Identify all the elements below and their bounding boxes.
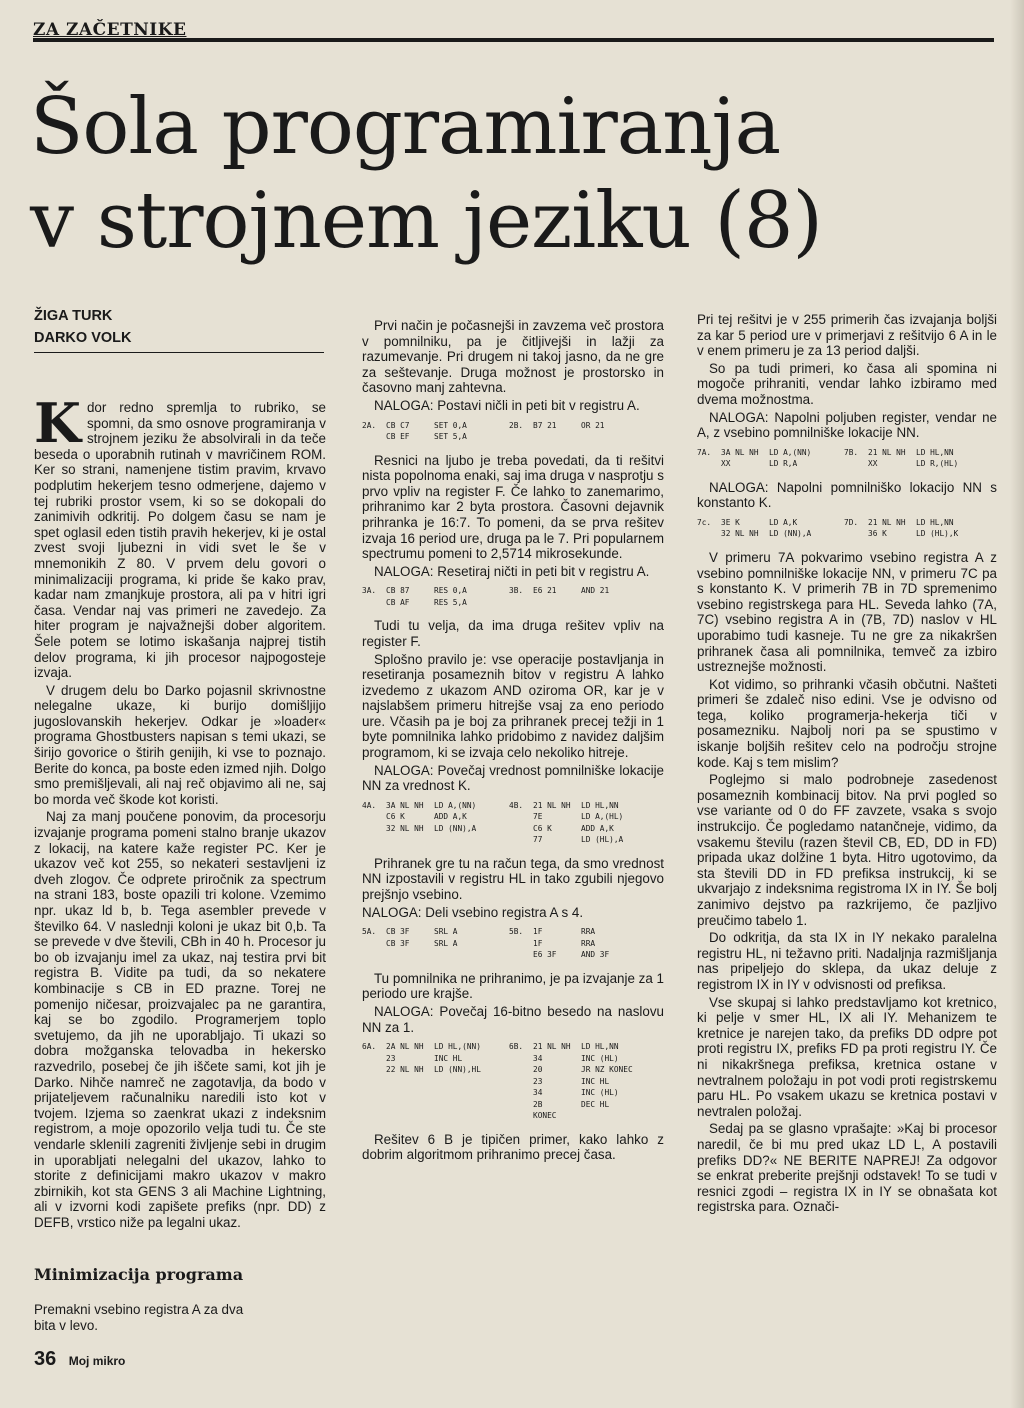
code-cell xyxy=(844,528,868,540)
title-line-2: v strojnem jeziku (8) xyxy=(30,176,822,266)
code-cell: LD (HL),K xyxy=(916,529,959,539)
code-cell: SET 0,A xyxy=(434,420,467,430)
code-cell xyxy=(362,1099,386,1111)
task-statement: NALOGA: Povečaj 16-bitno besedo na naslovu NN za 1. xyxy=(362,1003,664,1035)
code-cell xyxy=(386,1087,434,1099)
code-cell: DEC HL xyxy=(581,1099,610,1109)
code-cell: C6 K xyxy=(386,812,405,822)
code-cell: INC (HL) xyxy=(581,1053,619,1063)
title-line-1: Šola programiranja xyxy=(30,82,781,172)
code-cell xyxy=(386,1110,434,1122)
author-1: ŽIGA TURK xyxy=(34,308,113,324)
code-line xyxy=(362,1041,664,1053)
code-cell xyxy=(533,431,581,443)
paragraph: V drugem delu bo Darko pojasnil skrivnostne nelegalne ukaze, ki burijo domišljijo jugoslovanskih hekerjev. Odkar je »loader« programa Ghostbusters napisan s temi ukazi, se širijo govorice o štirih genijih, ki vse to poznajo. Berite do konca, pa boste eden izmed njih. Dolgo smo premišljevali, ali naj reč objavimo ali ne, saj bo morda več škode kot koristi. xyxy=(34,682,326,807)
code-cell: 21 NL NH xyxy=(868,447,906,457)
code-line xyxy=(362,949,664,961)
code-cell: 4A. xyxy=(362,800,377,810)
task-statement: NALOGA: Deli vsebino registra A s 4. xyxy=(362,904,584,920)
code-cell xyxy=(533,597,581,609)
code-cell: SRL A xyxy=(434,927,458,937)
code-cell xyxy=(362,1087,386,1099)
code-cell: RRA xyxy=(581,938,596,948)
code-cell: INC HL xyxy=(434,1053,463,1063)
code-cell xyxy=(434,1099,509,1111)
code-cell xyxy=(509,823,533,835)
code-listing xyxy=(697,517,997,540)
paragraph: Sedaj pa se glasno vprašajte: »Kaj bi procesor naredil, če bi mu pred ukaz LD L, A postavili prefiks DD?« NE BERITE NAPREJ! Za odgovor se enkrat preberite prejšnji odstavek! To se tudi v resnici zgodi – registra IX in IY se obnašata kot registrska para. Označi- xyxy=(697,1121,997,1215)
code-cell: JR NZ KONEC xyxy=(581,1065,633,1075)
paragraph: Poglejmo si malo podrobneje zasedenost posameznih kombinacij bitov. Na prvi pogled so vse variante od 0 do FF zavzete, vsaka s svojo instrukcijo. Če pogledamo natančneje, vidimo, da vsakemu številu (razen števil CB, ED, DD in FD) pripada ukaz dolžine 1 byta. Hitro ugotovimo, da sta števili DD in FD prefiksa instrukcij, ki se ukvarjajo z indeksnima registroma IX in IY. Še bolj zanimivo dejstvo pa razkrijemo, če pazljivo preučimo tabelo 1. xyxy=(697,772,997,928)
code-cell xyxy=(509,1076,533,1088)
dropcap: K xyxy=(34,391,81,455)
code-listing xyxy=(362,420,664,443)
code-cell: CB 3F xyxy=(386,938,410,948)
subheading-text: Premakni vsebino registra A za dva bita v levo. xyxy=(34,1302,244,1333)
code-cell xyxy=(362,938,386,950)
code-cell: 7E xyxy=(533,812,543,822)
code-cell xyxy=(386,1076,434,1088)
code-line xyxy=(362,597,664,609)
column-3 xyxy=(697,312,997,1217)
paragraph: Prihranek gre tu na račun tega, da smo vrednost NN izpostavili v registru HL in tako zgubili njegovo prejšnjo vsebino. xyxy=(362,855,664,903)
page-edge-shadow xyxy=(1010,0,1024,1408)
code-listing xyxy=(697,447,997,470)
task-statement: NALOGA: Napolni pomnilniško lokacijo NN s konstanto K. xyxy=(697,479,997,511)
code-cell: RES 0,A xyxy=(434,586,467,596)
article-title xyxy=(30,80,930,268)
intro-paragraph xyxy=(34,391,326,681)
code-cell: 34 xyxy=(533,1053,543,1063)
code-cell: CB 3F xyxy=(386,927,410,937)
header-rule xyxy=(33,38,994,42)
code-line xyxy=(362,585,664,597)
code-line xyxy=(697,517,997,529)
code-cell: XX xyxy=(721,459,731,469)
code-listing xyxy=(362,1041,664,1122)
code-cell xyxy=(362,1053,386,1065)
code-cell: XX xyxy=(868,459,878,469)
magazine-name: Moj mikro xyxy=(68,1354,126,1368)
code-cell xyxy=(509,1053,533,1065)
code-line xyxy=(362,1064,664,1076)
code-line xyxy=(362,1087,664,1099)
paragraph: Vse skupaj si lahko predstavljamo kot kretnico, ki pelje v smer HL, IX ali IY. Mehanizem te kretnice je narejen tako, da prefiks DD odpre pot proti registru IX, prefiks FD pa proti registru IY. Če ni nikakršnega prefiksa, kretnica ostane v nevtralnem položaju in pot vodi proti registrskemu paru HL. Po vsakem ukazu se kretnica postavi v nevtralen položaj. xyxy=(697,994,997,1119)
code-listing xyxy=(362,800,664,846)
intro-text: dor redno spremlja to rubriko, se spomni, da smo osnove programiranja v strojnem jeziku že absolvirali in da teče beseda o uporabnih rutinah v mavričinem ROM. Ker so strani, namenjene tistim pravim, krvavo podplutim hekerjem tesno odmerjene, dajemo v tej rubriki prostor vsem, ki so se dokopali do zanimivih odkritij. Po dolgem času se nam je spet oglasil eden tistih pravih hekerjev, ki je ostal zvest svoji ljubezni in vidi svet le še v mnemonikih Z 80. V prvem delu govori o minimalizaciji programa, ki pride še kako prav, kadar nam zmanjkuje prostora, ali pa v hitri igri časa. Vendar naj vas primeri ne zavedejo. Za hiter program je najvažnejši dober algoritem. Šele potem se lotimo iskašanja najprej tistih delov programa, ki jih procesor najpogosteje izvaja. xyxy=(34,400,326,681)
code-cell xyxy=(362,823,386,835)
code-cell xyxy=(509,1110,533,1122)
code-cell: OR 21 xyxy=(581,420,605,430)
code-cell: KONEC xyxy=(533,1111,557,1121)
authors-rule xyxy=(34,352,324,353)
code-cell: LD HL,NN xyxy=(581,800,619,810)
code-cell: 3B. xyxy=(509,586,524,596)
paragraph: Kot vidimo, so prihranki včasih občutni. Našteti primeri še zdaleč niso edini. Vse je odvisno od tega, koliko programerja-hekerja tiči v posamezniku. Najbolj nori pa se spustimo v iskanje boljših rešitev celo na področju strojne kode. Kaj s tem mislim? xyxy=(697,676,997,770)
paragraph: Prvi način je počasnejši in zavzema več prostora v pomnilniku, pa je čitljivejši in lažji za razumevanje. Pri drugem ni takoj jasno, da ne gre za seštevanje. Druga možnost je prostorsko in časovno manj zahtevna. xyxy=(362,318,664,396)
code-cell: 2A NL NH xyxy=(386,1042,424,1052)
code-cell: 1F xyxy=(533,938,543,948)
code-line xyxy=(697,447,997,459)
code-cell: 21 NL NH xyxy=(533,800,571,810)
code-cell: SRL A xyxy=(434,938,458,948)
paragraph: Do odkritja, da sta IX in IY nekako paralelna registru HL, ni težavno priti. Nadaljnja razmišljanja nas pripeljejo do sklepa, da ukaz deluje z registrom IX in IY v odvisnosti od prefiksa. xyxy=(697,930,997,992)
authors xyxy=(34,305,324,349)
code-cell: RRA xyxy=(581,927,596,937)
code-line xyxy=(362,811,664,823)
code-cell: 2B. xyxy=(509,420,524,430)
code-cell xyxy=(434,834,509,846)
code-cell: 5B. xyxy=(509,927,524,937)
code-cell: LD (NN),A xyxy=(769,529,812,539)
code-cell xyxy=(362,949,386,961)
section-tag: ZA ZAČETNIKE xyxy=(33,20,187,40)
code-cell xyxy=(362,834,386,846)
code-cell: LD A,(HL) xyxy=(581,812,624,822)
code-cell: LD (NN),A xyxy=(434,823,477,833)
code-cell xyxy=(386,1099,434,1111)
code-cell: INC HL xyxy=(581,1076,610,1086)
code-cell xyxy=(509,1099,533,1111)
code-cell: LD A,K xyxy=(769,517,798,527)
code-cell: 3A NL NH xyxy=(721,447,759,457)
code-cell xyxy=(509,834,533,846)
subheading: Minimizacija programa xyxy=(34,1265,244,1284)
code-cell: B7 21 xyxy=(533,420,557,430)
code-cell: LD A,(NN) xyxy=(769,447,812,457)
code-cell: LD HL,NN xyxy=(916,447,954,457)
task-statement: NALOGA: Napolni poljuben register, vendar ne A, z vsebino pomnilniške lokacije NN. xyxy=(697,409,997,441)
code-line xyxy=(362,823,664,835)
code-cell xyxy=(509,1087,533,1099)
code-cell xyxy=(386,949,434,961)
code-cell xyxy=(386,834,434,846)
code-cell: CB 87 xyxy=(386,586,410,596)
code-cell xyxy=(844,458,868,470)
code-cell: C6 K xyxy=(533,823,552,833)
code-cell: 6B. xyxy=(509,1042,524,1052)
paragraph: Rešitev 6 B je tipičen primer, kako lahko z dobrim algoritmom prihranimo precej časa. xyxy=(362,1131,664,1163)
code-cell: LD A,(NN) xyxy=(434,800,477,810)
code-cell: LD HL,NN xyxy=(916,517,954,527)
code-line xyxy=(362,1110,664,1122)
code-line xyxy=(362,1099,664,1111)
code-cell: E6 21 xyxy=(533,586,557,596)
page-footer xyxy=(34,1348,125,1371)
code-cell: CB C7 xyxy=(386,420,410,430)
code-cell xyxy=(509,431,533,443)
code-cell: 36 K xyxy=(868,529,887,539)
code-cell: 7A. xyxy=(697,447,712,457)
code-line xyxy=(362,938,664,950)
code-cell: 2B xyxy=(533,1099,543,1109)
code-line xyxy=(362,800,664,812)
page-number: 36 xyxy=(34,1348,57,1370)
code-cell: 5A. xyxy=(362,927,377,937)
author-2: DARKO VOLK xyxy=(34,330,132,346)
code-cell xyxy=(509,949,533,961)
code-cell: ADD A,K xyxy=(434,812,467,822)
code-cell: AND 21 xyxy=(581,586,610,596)
code-line xyxy=(362,834,664,846)
code-line xyxy=(697,458,997,470)
code-cell xyxy=(581,431,656,443)
code-cell xyxy=(362,1064,386,1076)
code-cell: CB EF xyxy=(386,432,410,442)
code-cell: 23 xyxy=(533,1076,543,1086)
code-cell xyxy=(362,431,386,443)
code-cell: AND 3F xyxy=(581,950,610,960)
code-cell xyxy=(434,1087,509,1099)
paragraph: Pri tej rešitvi je v 255 primerih čas izvajanja boljši za kar 5 period ure v primerjavi z rešitvijo 6 A in le v enem primeru je za 13 period daljši. xyxy=(697,312,997,359)
code-cell: 32 NL NH xyxy=(721,529,759,539)
code-cell: LD R,(HL) xyxy=(916,459,959,469)
task-statement: NALOGA: Resetiraj ničti in peti bit v registru A. xyxy=(374,563,650,579)
code-cell: 7c. xyxy=(697,517,712,527)
code-cell xyxy=(434,1076,509,1088)
code-cell xyxy=(362,597,386,609)
code-cell xyxy=(362,1110,386,1122)
code-cell: 32 NL NH xyxy=(386,823,424,833)
code-cell: E6 3F xyxy=(533,950,557,960)
code-cell xyxy=(581,1110,656,1122)
code-cell: 7B. xyxy=(844,447,859,457)
code-listing xyxy=(362,926,664,961)
paragraph: V primeru 7A pokvarimo vsebino registra A z vsebino pomnilniške lokacije NN, v primeru 7C pa s konstanto K. V primerih 7B in 7D spremenimo vsebino registrskega para HL. Seveda lahko (7A, 7C) vsebino registra A in (7B, 7D) naslov v HL uporabimo tudi kasneje. Tu ne gre za nikakršen prihranek časa ali pomnilnika, temveč za izbiro ustreznejše možnosti. xyxy=(697,549,997,675)
code-cell: 22 NL NH xyxy=(386,1065,424,1075)
code-cell: INC (HL) xyxy=(581,1088,619,1098)
column-1 xyxy=(34,391,326,1232)
code-cell: 3A NL NH xyxy=(386,800,424,810)
code-cell: LD HL,(NN) xyxy=(434,1042,481,1052)
code-cell: 4B. xyxy=(509,800,524,810)
code-line xyxy=(362,1076,664,1088)
code-cell xyxy=(362,1076,386,1088)
code-cell: CB AF xyxy=(386,597,410,607)
paragraph: Splošno pravilo je: vse operacije postavljanja in resetiranja posameznih bitov v registru A lahko izvedemo z ukazom AND oziroma OR, kar je v najslabšem primeru hitrejše vsaj za eno periodo ure. Včasih pa je boj za prihranek precej težji in 1 byte pomnilnika lahko pridobimo z navidez daljšim programom, ki se izvaja celo nekoliko hitreje. xyxy=(362,651,664,761)
code-cell xyxy=(434,1110,509,1122)
code-cell: LD HL,NN xyxy=(581,1042,619,1052)
code-cell xyxy=(697,458,721,470)
paragraph: Tu pomnilnika ne prihranimo, je pa izvajanje za 1 periodo ure krajše. xyxy=(362,970,664,1002)
paragraph: Naj za manj poučene ponovim, da procesorju izvajanje programa pomeni stalno branje ukazov z lokacij, na katere kaže register PC. Ker je ukazov več kot 255, so nekateri sestavljeni iz dveh zlogov. Če odprete priročnik za spectrum na strani 183, boste opazili tri kolone. Vzemimo npr. ukaz ld b, b. Tega asembler prevede v številko 64. V naslednji koloni je ukaz bit 0,b. Ta se prevede v dve števili, CBh in 40 h. Procesor ju bo ob izvajanju imel za ukaz, naj testira prvi bit registra B. Vidite pa tudi, da so nekatere kombinacije s CB in ED prazne. Torej ne pomenijo ničesar, proizvajalec pa ne garantira, kaj se bo zgodilo. Programerjem toplo svetujemo, da jih ne uporabljajo. Ti ukazi so dobra možganska telovadba in hekersko razvedrilo, posebej če jih iščete sami, kot jih je Darko. Nihče namreč ne zagotavlja, da bodo v prijateljevem računalniku naredili isto kot v tvojem. Izjema so zaenkrat ukazi z indeksnim registrom, a moje opozorilo velja tudi tu. Če ste vendarle skleniIi zagreniti življenje sebi in drugim in uporabljati nelegalni del ukazov, lahko to storite z definicijami makro ukazov v makro zbirnikih, kot sta GENS 3 ali Machine Lightning, ali v izvorni kodi zapišete prefiks (npr. DD) z DEFB, vrstico niže pa legalni ukaz. xyxy=(34,809,326,1230)
code-cell: 23 xyxy=(386,1053,396,1063)
code-line xyxy=(362,926,664,938)
code-cell xyxy=(434,949,509,961)
paragraph: So pa tudi primeri, ko časa ali spomina ni mogoče prihraniti, vendar lahko izbiramo med dvema možnostma. xyxy=(697,360,997,407)
code-cell: SET 5,A xyxy=(434,432,467,442)
code-cell: 21 NL NH xyxy=(868,517,906,527)
code-line xyxy=(697,528,997,540)
code-cell: 77 xyxy=(533,835,543,845)
code-cell: 2A. xyxy=(362,420,377,430)
code-cell: 20 xyxy=(533,1065,543,1075)
code-cell: 7D. xyxy=(844,517,859,527)
code-cell: LD (NN),HL xyxy=(434,1065,481,1075)
paragraph: Tudi tu velja, da ima druga rešitev vpliv na register F. xyxy=(362,618,664,649)
code-cell: 6A. xyxy=(362,1042,377,1052)
code-cell xyxy=(362,811,386,823)
code-cell: LD (HL),A xyxy=(581,835,624,845)
paragraph: Resnici na ljubo je treba povedati, da ti rešitvi nista popolnoma enaki, saj ima druga v nasprotju s prvo vpliv na register F. Če lahko to zanemarimo, prihranimo kar 2 byta prostora. Časovni dejavnik prihranka je 16:7. To pomeni, da se prva rešitev izvaja 16 period ure, druga pa le 7. Pri popularnem spectrumu pomeni to 2,5714 mikrosekunde. xyxy=(362,452,664,562)
code-cell: RES 5,A xyxy=(434,597,467,607)
code-cell xyxy=(509,597,533,609)
code-cell: 34 xyxy=(533,1088,543,1098)
code-cell: 1F xyxy=(533,927,543,937)
code-cell xyxy=(509,811,533,823)
code-cell xyxy=(581,597,656,609)
code-cell xyxy=(509,938,533,950)
code-cell xyxy=(697,528,721,540)
code-line xyxy=(362,420,664,432)
code-cell: 3E K xyxy=(721,517,740,527)
task-statement: NALOGA: Postavi ničli in peti bit v registru A. xyxy=(374,397,640,413)
code-cell xyxy=(509,1064,533,1076)
code-line xyxy=(362,431,664,443)
code-cell: 21 NL NH xyxy=(533,1042,571,1052)
code-listing xyxy=(362,585,664,608)
task-statement: NALOGA: Povečaj vrednost pomnilniške lokacije NN za vrednost K. xyxy=(362,762,664,794)
code-cell: LD R,A xyxy=(769,459,798,469)
code-line xyxy=(362,1053,664,1065)
code-cell: 3A. xyxy=(362,586,377,596)
column-2 xyxy=(362,318,664,1165)
code-cell: ADD A,K xyxy=(581,823,614,833)
